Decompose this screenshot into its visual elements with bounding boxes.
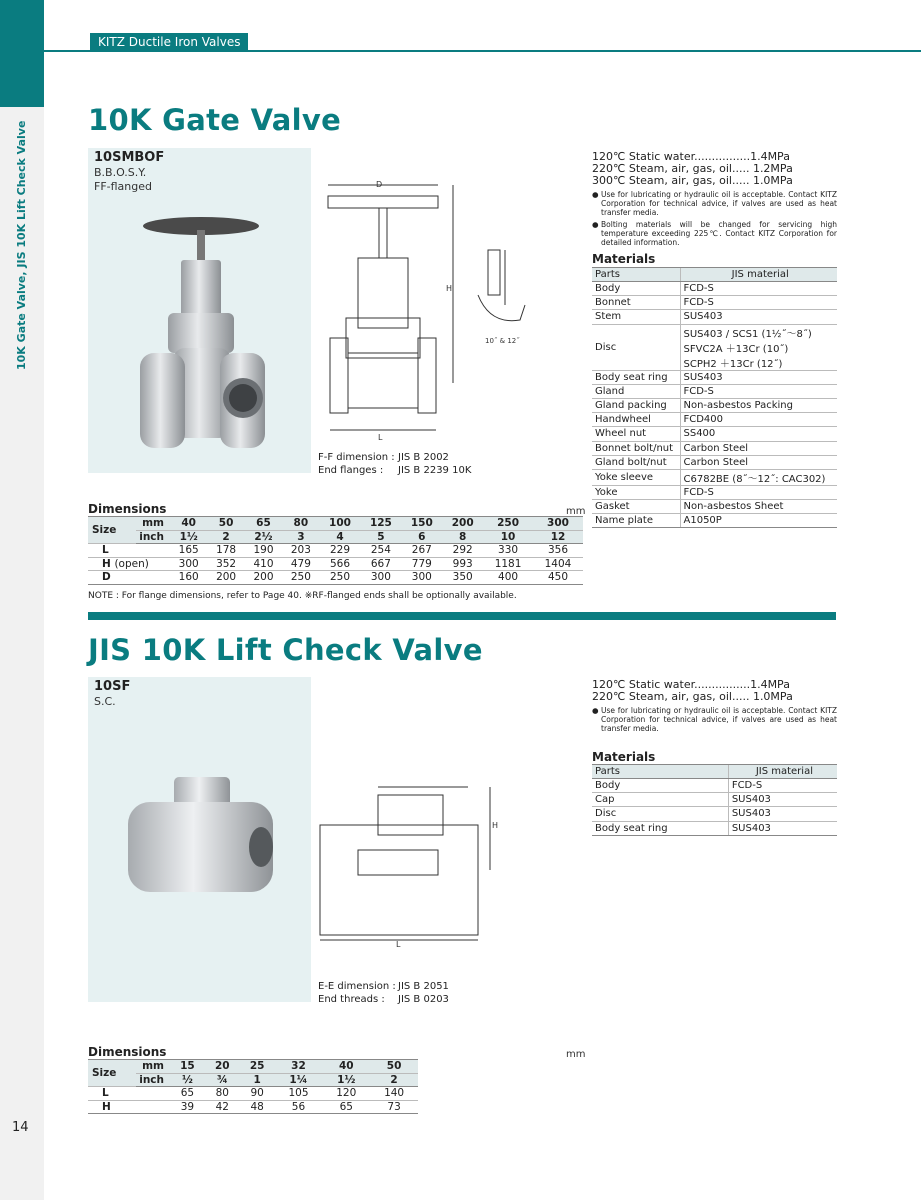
size-label: Size bbox=[88, 1060, 136, 1087]
check-standards bbox=[318, 980, 449, 1006]
dimension-value: 39 bbox=[170, 1100, 205, 1114]
materials-row bbox=[592, 514, 837, 528]
size-mm: 50 bbox=[207, 517, 244, 531]
material-part: Cap bbox=[592, 793, 728, 807]
check-dimensions-title: Dimensions bbox=[88, 1045, 167, 1059]
materials-row bbox=[592, 807, 837, 821]
materials-row bbox=[592, 455, 837, 469]
material-part: Gland packing bbox=[592, 398, 680, 412]
gate-valve-detail-drawing bbox=[470, 245, 540, 350]
materials-row bbox=[592, 793, 837, 807]
dimension-qualifier: (open) bbox=[114, 557, 149, 570]
material-value bbox=[680, 514, 837, 528]
material-value bbox=[680, 441, 837, 455]
gate-drawing-label-d: D bbox=[376, 180, 383, 189]
check-note-1: ● Use for lubricating or hydraulic oil is acceptable. Contact KITZ Corporation for technical advice, if valves are used as heat transfer media. bbox=[592, 706, 837, 733]
check-dimensions-table bbox=[88, 1059, 418, 1114]
gate-standard-value-1: JIS B 2002 bbox=[398, 452, 449, 463]
size-inch: 1½ bbox=[322, 1073, 370, 1087]
material-line: SS400 bbox=[683, 428, 716, 440]
materials-row bbox=[592, 282, 837, 296]
dimension-value: 48 bbox=[240, 1100, 275, 1114]
dimension-value: 330 bbox=[483, 544, 533, 558]
dimension-row bbox=[88, 571, 583, 585]
dimension-value: 80 bbox=[205, 1087, 240, 1101]
material-part: Name plate bbox=[592, 514, 680, 528]
material-value bbox=[680, 398, 837, 412]
material-value bbox=[680, 384, 837, 398]
check-photo-panel bbox=[88, 677, 311, 1002]
check-standard-label-1: E-E dimension : bbox=[318, 981, 396, 992]
dimension-value: 200 bbox=[207, 571, 244, 585]
dimension-value: 300 bbox=[401, 571, 442, 585]
material-line: SUS403 bbox=[731, 822, 771, 834]
material-line: Non-asbestos Packing bbox=[683, 400, 793, 412]
size-inch: 2 bbox=[370, 1073, 418, 1087]
materials-row bbox=[592, 441, 837, 455]
material-value bbox=[680, 500, 837, 514]
material-value bbox=[680, 427, 837, 441]
dimension-symbol: H bbox=[102, 557, 111, 570]
size-inch: 6 bbox=[401, 530, 442, 544]
gate-standard-label-1: F-F dimension : bbox=[318, 452, 395, 463]
size-inch: 3 bbox=[282, 530, 319, 544]
dimension-value: 140 bbox=[370, 1087, 418, 1101]
material-value bbox=[680, 296, 837, 310]
check-model-code: 10SF bbox=[94, 679, 131, 694]
dimension-row bbox=[88, 557, 583, 571]
gate-valve-title: 10K Gate Valve bbox=[88, 103, 342, 137]
check-model-line-1: S.C. bbox=[94, 695, 116, 708]
size-mm: 200 bbox=[442, 517, 483, 531]
dimension-value: 229 bbox=[320, 544, 361, 558]
material-line: SUS403 bbox=[683, 371, 723, 383]
material-part: Body seat ring bbox=[592, 821, 728, 835]
material-line: Non-asbestos Sheet bbox=[683, 501, 784, 513]
material-line: FCD-S bbox=[731, 780, 763, 792]
material-part: Disc bbox=[592, 324, 680, 370]
size-mm: 150 bbox=[401, 517, 442, 531]
size-inch: ½ bbox=[170, 1073, 205, 1087]
dimension-row-label bbox=[88, 571, 170, 585]
material-part: Disc bbox=[592, 807, 728, 821]
unit-mm-label: mm bbox=[136, 517, 170, 531]
check-valve-photo bbox=[88, 677, 311, 1002]
gate-rating-2: 220℃ Steam, air, gas, oil..... 1.2MPa bbox=[592, 162, 793, 175]
size-mm: 15 bbox=[170, 1060, 205, 1074]
size-mm: 50 bbox=[370, 1060, 418, 1074]
material-line: FCD400 bbox=[683, 414, 724, 426]
size-mm: 65 bbox=[245, 517, 282, 531]
gate-note-2: ● Bolting materials will be changed for servicing high temperature exceeding 225℃. Contact KITZ Corporation for detailed information. bbox=[592, 220, 837, 247]
dimension-value: 300 bbox=[360, 571, 401, 585]
dimension-value: 566 bbox=[320, 557, 361, 571]
materials-row bbox=[592, 427, 837, 441]
material-value bbox=[680, 455, 837, 469]
materials-row bbox=[592, 485, 837, 499]
materials-row bbox=[592, 296, 837, 310]
gate-valve-photo bbox=[88, 148, 311, 473]
material-line: SCPH2 ＋13Cr (12˝) bbox=[683, 358, 783, 370]
dimension-value: 203 bbox=[282, 544, 319, 558]
dimension-value: 200 bbox=[245, 571, 282, 585]
material-part: Yoke sleeve bbox=[592, 469, 680, 485]
material-value bbox=[680, 469, 837, 485]
gate-model-line-1: B.B.O.S.Y. bbox=[94, 166, 147, 179]
gate-model-line-2: FF-flanged bbox=[94, 180, 152, 193]
gate-dimensions-unit: mm bbox=[566, 506, 586, 517]
dimension-value: 352 bbox=[207, 557, 244, 571]
material-value bbox=[680, 282, 837, 296]
material-line: FCD-S bbox=[683, 297, 714, 309]
check-standard-value-1: JIS B 2051 bbox=[398, 981, 449, 992]
material-line: Carbon Steel bbox=[683, 456, 749, 468]
material-part: Handwheel bbox=[592, 413, 680, 427]
material-part: Gland bolt/nut bbox=[592, 455, 680, 469]
material-part: Stem bbox=[592, 310, 680, 324]
gate-drawing-label-l: L bbox=[378, 433, 383, 440]
dimension-value: 120 bbox=[322, 1087, 370, 1101]
section-divider bbox=[88, 612, 836, 620]
size-inch: 1½ bbox=[170, 530, 207, 544]
dimension-value: 178 bbox=[207, 544, 244, 558]
dimension-row bbox=[88, 544, 583, 558]
materials-row bbox=[592, 821, 837, 835]
material-value bbox=[680, 413, 837, 427]
dimension-value: 1181 bbox=[483, 557, 533, 571]
check-materials-table bbox=[592, 764, 837, 836]
gate-ratings bbox=[592, 151, 837, 247]
material-part: Body bbox=[592, 282, 680, 296]
dimension-value: 42 bbox=[205, 1100, 240, 1114]
unit-mm-label: mm bbox=[136, 1060, 170, 1074]
material-line: SUS403 bbox=[731, 794, 771, 806]
dimension-value: 267 bbox=[401, 544, 442, 558]
dimension-value: 450 bbox=[533, 571, 583, 585]
material-part: Bonnet bbox=[592, 296, 680, 310]
material-value bbox=[680, 485, 837, 499]
dimension-value: 250 bbox=[282, 571, 319, 585]
material-part: Bonnet bolt/nut bbox=[592, 441, 680, 455]
dimension-symbol: L bbox=[102, 1087, 109, 1100]
dimension-value: 190 bbox=[245, 544, 282, 558]
materials-header-parts: Parts bbox=[592, 765, 728, 779]
size-mm: 250 bbox=[483, 517, 533, 531]
material-line: SUS403 bbox=[731, 808, 771, 820]
material-part: Gasket bbox=[592, 500, 680, 514]
dimension-value: 90 bbox=[240, 1087, 275, 1101]
material-part: Yoke bbox=[592, 485, 680, 499]
size-inch: 1 bbox=[240, 1073, 275, 1087]
dimension-value: 300 bbox=[170, 557, 207, 571]
materials-row bbox=[592, 398, 837, 412]
material-line: FCD-S bbox=[683, 385, 714, 397]
unit-inch-label: inch bbox=[136, 530, 170, 544]
side-accent-block bbox=[0, 0, 44, 107]
gate-standard-value-2: JIS B 2239 10K bbox=[398, 465, 472, 476]
unit-inch-label: inch bbox=[136, 1073, 170, 1087]
check-standard-label-2: End threads : bbox=[318, 994, 385, 1005]
dimension-value: 779 bbox=[401, 557, 442, 571]
sidebar-vertical-title: 10K Gate Valve, JIS 10K Lift Check Valve bbox=[15, 120, 28, 370]
gate-note-1: ● Use for lubricating or hydraulic oil is acceptable. Contact KITZ Corporation for technical advice, if valves are used as heat transfer media. bbox=[592, 190, 837, 217]
dimension-value: 667 bbox=[360, 557, 401, 571]
dimension-value: 400 bbox=[483, 571, 533, 585]
check-valve-drawing bbox=[318, 780, 508, 950]
size-inch: 2½ bbox=[245, 530, 282, 544]
material-line: A1050P bbox=[683, 515, 722, 527]
materials-header-material: JIS material bbox=[728, 765, 837, 779]
dimension-value: 479 bbox=[282, 557, 319, 571]
size-inch: 10 bbox=[483, 530, 533, 544]
size-inch: 12 bbox=[533, 530, 583, 544]
gate-detail-size-note: 10˝ & 12˝ bbox=[485, 337, 520, 345]
gate-standards bbox=[318, 451, 471, 477]
header-tab: KITZ Ductile Iron Valves bbox=[90, 33, 248, 52]
gate-rating-1: 120℃ Static water................1.4MPa bbox=[592, 150, 790, 163]
materials-row bbox=[592, 413, 837, 427]
materials-row bbox=[592, 469, 837, 485]
material-line: SFVC2A ＋13Cr (10˝) bbox=[683, 343, 789, 355]
material-value bbox=[680, 310, 837, 324]
dimension-row-label bbox=[88, 1100, 170, 1114]
gate-valve-drawing bbox=[318, 178, 463, 440]
size-mm: 80 bbox=[282, 517, 319, 531]
materials-row bbox=[592, 500, 837, 514]
check-valve-title: JIS 10K Lift Check Valve bbox=[88, 633, 483, 667]
materials-header-material: JIS material bbox=[680, 268, 837, 282]
dimension-value: 254 bbox=[360, 544, 401, 558]
material-value bbox=[728, 779, 837, 793]
size-mm: 40 bbox=[322, 1060, 370, 1074]
check-materials-title: Materials bbox=[592, 750, 656, 764]
material-value bbox=[680, 324, 837, 370]
material-value bbox=[728, 821, 837, 835]
dimension-row bbox=[88, 1087, 418, 1101]
dimension-row-label bbox=[88, 544, 170, 558]
dimension-value: 356 bbox=[533, 544, 583, 558]
material-line: Carbon Steel bbox=[683, 442, 749, 454]
dimension-value: 165 bbox=[170, 544, 207, 558]
dimension-value: 160 bbox=[170, 571, 207, 585]
material-line: FCD-S bbox=[683, 283, 714, 295]
material-part: Wheel nut bbox=[592, 427, 680, 441]
gate-dimensions-table bbox=[88, 516, 583, 585]
check-drawing-label-l: L bbox=[396, 940, 401, 949]
dimension-value: 1404 bbox=[533, 557, 583, 571]
gate-dimensions-title: Dimensions bbox=[88, 502, 167, 516]
gate-rating-3: 300℃ Steam, air, gas, oil..... 1.0MPa bbox=[592, 174, 793, 187]
dimension-value: 105 bbox=[275, 1087, 323, 1101]
size-mm: 25 bbox=[240, 1060, 275, 1074]
dimension-value: 993 bbox=[442, 557, 483, 571]
size-mm: 20 bbox=[205, 1060, 240, 1074]
check-standard-value-2: JIS B 0203 bbox=[398, 994, 449, 1005]
gate-materials-title: Materials bbox=[592, 252, 656, 266]
page-number: 14 bbox=[12, 1120, 29, 1135]
size-mm: 40 bbox=[170, 517, 207, 531]
materials-row bbox=[592, 310, 837, 324]
materials-header-parts: Parts bbox=[592, 268, 680, 282]
dimension-value: 56 bbox=[275, 1100, 323, 1114]
dimension-value: 410 bbox=[245, 557, 282, 571]
materials-row bbox=[592, 324, 837, 370]
gate-drawing-label-h: H bbox=[446, 284, 453, 293]
gate-footnote: NOTE : For flange dimensions, refer to Page 40. ※RF-flanged ends shall be optionally available. bbox=[88, 591, 517, 601]
dimension-symbol: H bbox=[102, 1100, 111, 1113]
size-mm: 100 bbox=[320, 517, 361, 531]
gate-model-code: 10SMBOF bbox=[94, 150, 165, 165]
materials-row bbox=[592, 779, 837, 793]
material-line: SUS403 bbox=[683, 311, 723, 323]
check-rating-2: 220℃ Steam, air, gas, oil..... 1.0MPa bbox=[592, 690, 793, 703]
gate-photo-panel bbox=[88, 148, 311, 473]
size-inch: 2 bbox=[207, 530, 244, 544]
material-value bbox=[728, 793, 837, 807]
check-rating-1: 120℃ Static water................1.4MPa bbox=[592, 678, 790, 691]
dimension-value: 65 bbox=[170, 1087, 205, 1101]
size-inch: 4 bbox=[320, 530, 361, 544]
material-part: Body bbox=[592, 779, 728, 793]
size-inch: ¾ bbox=[205, 1073, 240, 1087]
gate-materials-table bbox=[592, 267, 837, 528]
material-line: C6782BE (8˝～12˝: CAC302) bbox=[683, 473, 826, 485]
dimension-row-label bbox=[88, 1087, 170, 1101]
material-part: Gland bbox=[592, 384, 680, 398]
dimension-value: 292 bbox=[442, 544, 483, 558]
size-inch: 8 bbox=[442, 530, 483, 544]
materials-row bbox=[592, 384, 837, 398]
dimension-row-label bbox=[88, 557, 170, 571]
dimension-row bbox=[88, 1100, 418, 1114]
check-dimensions-unit: mm bbox=[566, 1049, 586, 1060]
material-line: FCD-S bbox=[683, 486, 714, 498]
dimension-symbol: L bbox=[102, 544, 109, 557]
dimension-value: 350 bbox=[442, 571, 483, 585]
size-inch: 5 bbox=[360, 530, 401, 544]
dimension-value: 73 bbox=[370, 1100, 418, 1114]
check-ratings bbox=[592, 679, 837, 733]
material-value bbox=[680, 370, 837, 384]
size-label: Size bbox=[88, 517, 136, 544]
dimension-value: 65 bbox=[322, 1100, 370, 1114]
size-mm: 300 bbox=[533, 517, 583, 531]
material-line: SUS403 / SCS1 (1½˝～8˝) bbox=[683, 328, 812, 340]
dimension-symbol: D bbox=[102, 571, 111, 584]
size-mm: 125 bbox=[360, 517, 401, 531]
size-mm: 32 bbox=[275, 1060, 323, 1074]
size-inch: 1¼ bbox=[275, 1073, 323, 1087]
dimension-value: 250 bbox=[320, 571, 361, 585]
check-drawing-label-h: H bbox=[492, 821, 499, 830]
material-value bbox=[728, 807, 837, 821]
materials-row bbox=[592, 370, 837, 384]
material-part: Body seat ring bbox=[592, 370, 680, 384]
gate-standard-label-2: End flanges : bbox=[318, 465, 384, 476]
